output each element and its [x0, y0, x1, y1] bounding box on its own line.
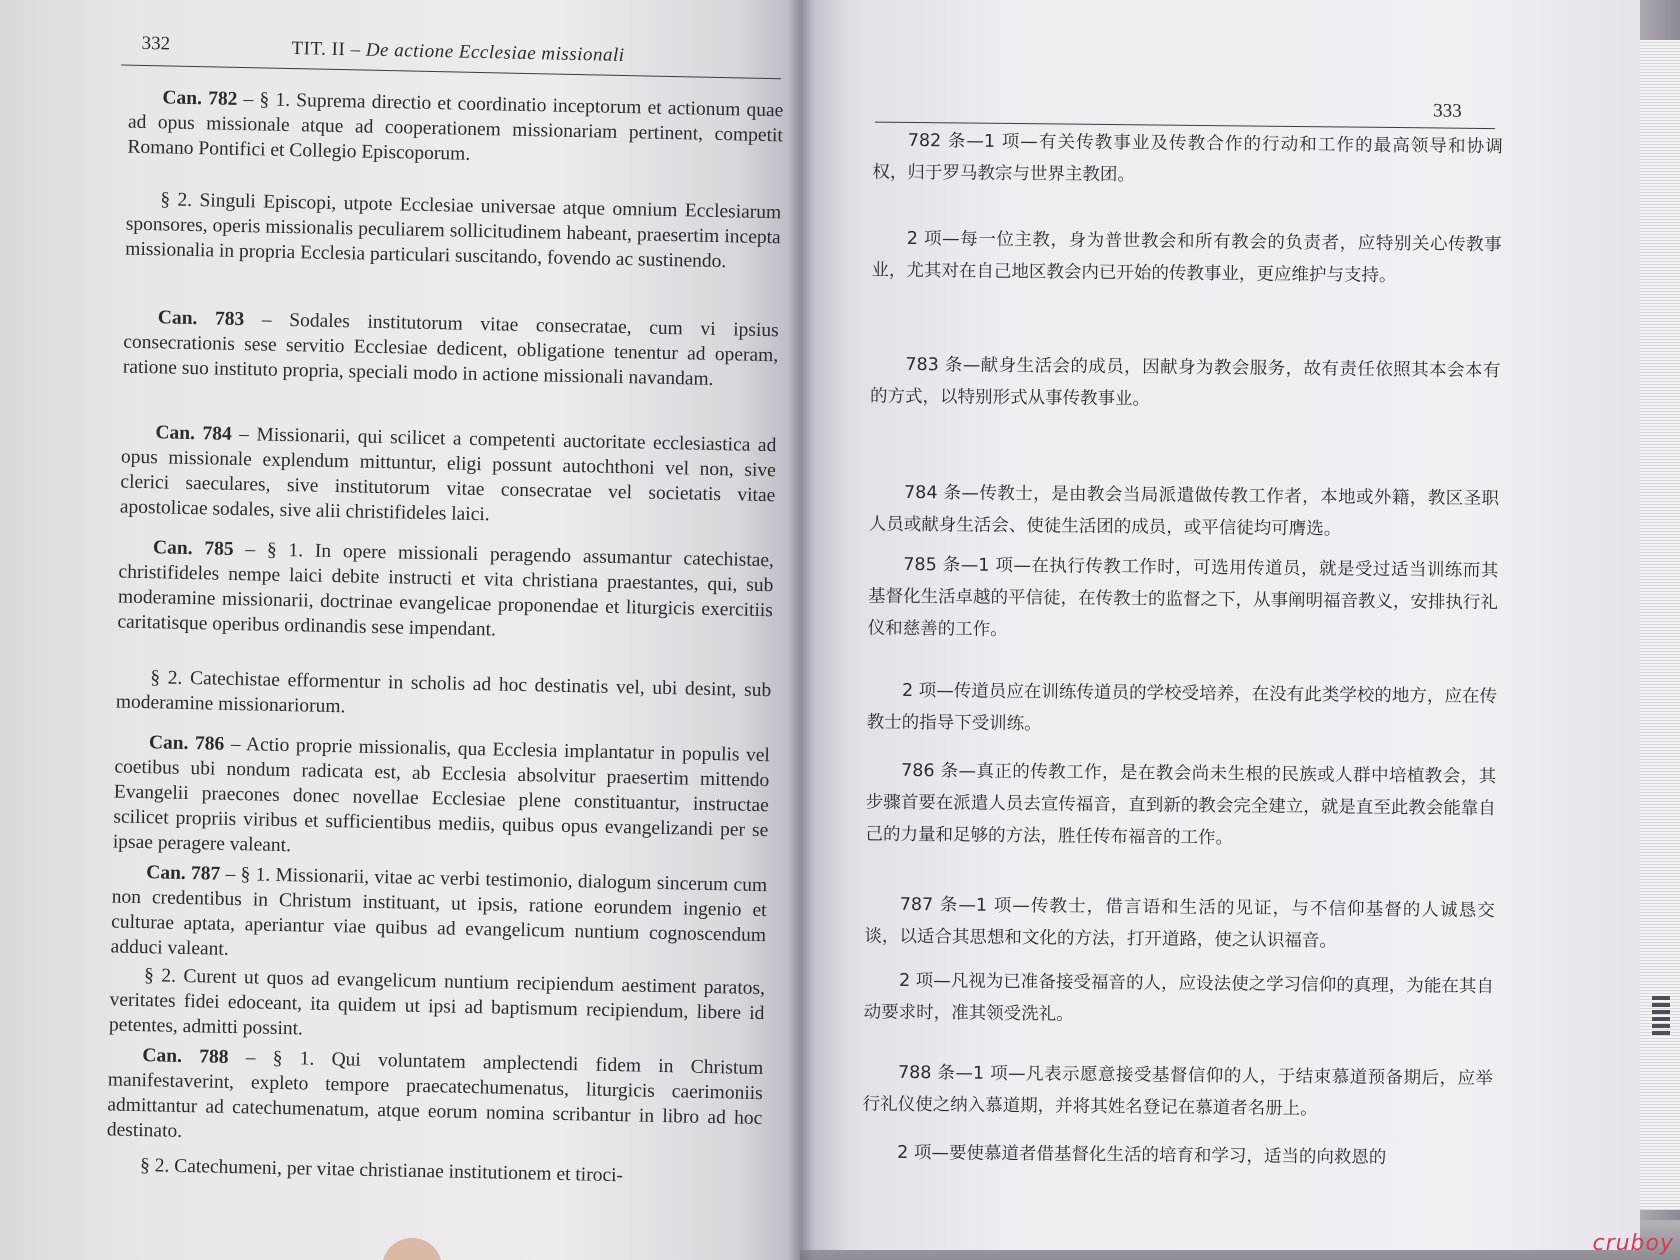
index-tab-mark	[1652, 996, 1670, 1036]
paragraph-text: 2 项—每一位主教，身为普世教会和所有教会的负责者，应特别关心传教事业，尤其对在自己地区教会内已开始的传教事业，更应维护与支持。	[871, 228, 1502, 287]
left-page	[0, 0, 800, 1260]
paragraph-text: – Actio proprie missionalis, qua Ecclesia implantatur in populis vel coetibus ubi nondum radicata est, ab Ecclesia absolvitur praesertim mittendo Evangelii praecones donec novellae Ecclesiae plene constituantur, instructae scilicet propriis viribus et sufficientibus mediis, quibus opus evangelizandi per se ipsae peragere valeant.	[112, 733, 771, 857]
paragraph-text: – § 1. Missionarii, vitae ac verbi testimonio, dialogum sincerum cum non credentibus in Christum instituant, ut ipsis, ratione eorundem ingenio et culturae aptata, aperiantur viae quibus ad evangelicum nuntium cognoscendum adduci valeant.	[110, 863, 768, 960]
chinese-paragraph-787-2	[863, 965, 1494, 1036]
canon-number: Can. 782	[162, 87, 238, 110]
right-page	[800, 0, 1640, 1250]
paragraph-text: – Missionarii, qui scilicet a competenti auctoritate ecclesiastica ad opus missionale explendum mittuntur, eligi possunt autochthoni vel non, sive clerici saeculares, sive institutorum vitae consecratae vel societatis vitae apostolicae sodales, sive alii christifideles laici.	[119, 423, 777, 526]
latin-paragraph-786	[113, 729, 770, 868]
paragraph-text: 2 项—传道员应在训练传道员的学校受培养，在没有此类学校的地方，应在传教士的指导下受训练。	[866, 680, 1498, 735]
right-page-number: 333	[1433, 100, 1462, 122]
latin-paragraph-788-1	[107, 1042, 764, 1156]
chinese-paragraph-783	[870, 349, 1501, 420]
paragraph-text: 785 条—1 项—在执行传教工作时，可选用传道员，就是受过适当训练而其基督化生活卓越的平信徒，在传教士的监督之下，从事阐明福音教义，安排执行礼仪和慈善的工作。	[867, 554, 1499, 640]
paragraph-text: 2 项—凡视为已准备接受福音的人，应设法使之学习信仰的真理，为能在其自动要求时，准其领受洗礼。	[863, 970, 1495, 1025]
canon-number: Can. 786	[148, 732, 225, 755]
chinese-paragraph-784	[869, 477, 1500, 548]
paragraph-text: 784 条—传教士，是由教会当局派遣做传教工作者，本地或外籍，教区圣职人员或献身生活会、使徒生活团的成员，或平信徒均可膺选。	[868, 482, 1500, 540]
chinese-paragraph-785-1	[868, 549, 1499, 652]
chinese-paragraph-787-1	[864, 889, 1495, 960]
canon-number: Can. 784	[155, 422, 232, 445]
paragraph-text: 788 条—1 项—凡表示愿意接受基督信仰的人，于结束慕道预备期后，应举行礼仪使之纳入慕道期，并将其姓名登记在慕道者名册上。	[862, 1062, 1494, 1120]
left-page-number: 332	[141, 32, 171, 55]
canon-number: Can. 785	[152, 537, 234, 560]
latin-paragraph-787-2: § 2. Curent ut quos ad evangelicum nuntium recipiendum aestiment paratos, veritates fidei edoceant, ita quidem ut ipsi ad baptismum recipiendum, libere id petentes, admitti possint.	[108, 965, 766, 1040]
canon-number: Can. 788	[142, 1045, 229, 1068]
latin-paragraph-785-1	[117, 535, 774, 649]
paragraph-text: 786 条—真正的传教工作，是在教会尚未生根的民族或人群中培植教会，其步骤首要在派遣人员去宣传福音，直到新的教会完全建立，就是直至此教会能靠自己的力量和足够的方法，胜任传布福音的工作。	[865, 760, 1497, 849]
canon-number: Can. 787	[146, 862, 221, 885]
running-head-tit: TIT. II	[291, 38, 346, 61]
chinese-paragraph-786	[865, 755, 1496, 858]
latin-paragraph-788-2: § 2. Catechumeni, per vitae christianae institutionem et tiroci-	[139, 1155, 624, 1187]
chinese-paragraph-782-1	[872, 125, 1503, 196]
latin-paragraph-785-2: § 2. Catechistae efformentur in scholis ad hoc destinatis vel, ubi desint, sub moderamine missionariorum.	[115, 667, 772, 718]
latin-paragraph-782-1	[127, 85, 783, 174]
running-head-dash: –	[345, 39, 367, 61]
left-running-head	[291, 38, 624, 67]
paragraph-text: – Sodales institutorum vitae consecratae, cum vi ipsius consecrationis sese servitio Ecclesiae dedicent, obligatione tenentur ad operam, ratione suo instituto propria, speciali modo in actione missionali navandam.	[122, 309, 779, 390]
latin-paragraph-782-2: § 2. Singuli Episcopi, utpote Ecclesiae universae atque omnium Ecclesiarum sponsores, operis missionalis peculiarem sollicitudinem habeant, praesertim incepta missionalia in propria Ecclesia particulari suscitando, fovendo ac sustinendo.	[125, 189, 782, 273]
latin-paragraph-784	[120, 420, 777, 534]
latin-paragraph-787-1	[110, 859, 767, 973]
book-spine-shadow	[788, 0, 814, 1260]
chinese-paragraph-788-1	[863, 1056, 1494, 1127]
paragraph-text: – § 1. Suprema directio et coordinatio inceptorum et actionum quae ad opus missionale atque ad cooperationem missionariam pertinent, competit Romano Pontifici et Collegio Episcoporum.	[127, 88, 784, 165]
latin-paragraph-783	[123, 305, 779, 394]
watermark: cruboy	[1592, 1231, 1674, 1256]
right-page-content	[800, 0, 1640, 1250]
chinese-paragraph-782-2	[871, 223, 1502, 294]
chinese-paragraph-785-2	[867, 675, 1498, 746]
running-head-title: De actione Ecclesiae missionali	[365, 39, 625, 66]
paragraph-text: 2 项—要使慕道者借基督化生活的培育和学习，适当的向救恩的	[897, 1142, 1387, 1168]
chinese-paragraph-788-2	[862, 1136, 1492, 1175]
paragraph-text: – § 1. In opere missionali peragendo assumantur catechistae, christifideles nempe laici debite instructi et vita christiana praestantes, qui, sub moderamine missionarii, doctrinae evangelicae proponendae et liturgicis exercitiis caritatisque operibus ordinandis sese impendant.	[117, 538, 775, 641]
paragraph-text: 787 条—1 项—传教士，借言语和生活的见证，与不信仰基督的人诚恳交谈，以适合其思想和文化的方法，打开道路，使之认识福音。	[864, 894, 1495, 952]
canon-number: Can. 783	[157, 307, 245, 331]
left-page-content	[0, 0, 800, 1260]
paragraph-text: – § 1. Qui voluntatem amplectendi fidem in Christum manifestaverint, expleto tempore praecatechumenatus, liturgicis caerimoniis admittantur ad catechumenatum, atque eorum nomina scribantur in libro ad hoc destinato.	[106, 1046, 764, 1142]
paragraph-text: 783 条—献身生活会的成员，因献身为教会服务，故有责任依照其本会本有的方式，以特别形式从事传教事业。	[870, 354, 1501, 410]
paragraph-text: 782 条—1 项—有关传教事业及传教合作的行动和工作的最高领导和协调权，归于罗马教宗与世界主教团。	[872, 130, 1503, 186]
left-header-rule	[121, 64, 781, 79]
